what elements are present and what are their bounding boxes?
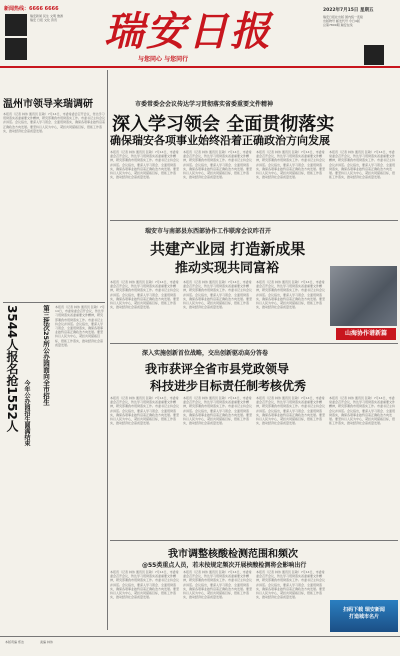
fourth-story-body-3: 本报讯（记者 林伟 通讯员 张敏）7月14日，市委常委会召开会议，传达学习贯彻落实省委重要文件精神，研究部署我市贯彻落实工作。市委书记主持会议并讲话。会议指出，要深入学习领会、全面贯彻落实，确保各项事业始终沿着正确政治方向发展。要坚持以人民为中心，紧扣共同富裕目标，狠抓工作落实，推动经济社会高质量发展。 [256, 570, 326, 600]
fourth-story-headline[interactable]: 我市调整核酸检测范围和频次 [168, 549, 298, 560]
third-story-body-4: 本报讯（记者 林伟 通讯员 张敏）7月14日，市委常委会召开会议，传达学习贯彻落实省委重要文件精神，研究部署我市贯彻落实工作。市委书记主持会议并讲话。会议指出，要深入学习领会、全面贯彻落实，确保各项事业始终沿着正确政治方向发展。要坚持以人民为中心，紧扣共同富裕目标，狠抓工作落实，推动经济社会高质量发展。 [329, 396, 396, 426]
masthead-slogan: 与您同心 与您同行 [138, 56, 189, 63]
third-story-body-2: 本报讯（记者 林伟 通讯员 张敏）7月14日，市委常委会召开会议，传达学习贯彻落实省委重要文件精神，研究部署我市贯彻落实工作。市委书记主持会议并讲话。会议指出，要深入学习领会、全面贯彻落实，确保各项事业始终沿着正确政治方向发展。要坚持以人民为中心，紧扣共同富裕目标，狠抓工作落实，推动经济社会高质量发展。 [183, 396, 253, 426]
app-ad-line2: 打造城市名片 [348, 614, 379, 620]
left-article-body: 本报讯（记者 林伟 通讯员 张敏）7月14日，市委常委会召开会议，传达学习贯彻落实省委重要文件精神，研究部署我市贯彻落实工作。市委书记主持会议并讲话。会议指出，要深入学习领会、全面贯彻落实，确保各项事业始终沿着正确政治方向发展。要坚持以人民为中心，紧扣共同富裕目标，狠抓工作落实，推动经济社会高质量发展。 [3, 112, 105, 133]
footer-rule [0, 636, 400, 637]
second-story-headline-1[interactable]: 共建产业园 打造新成果 [150, 240, 306, 258]
third-story-headline-1[interactable]: 我市获评全省市县党政领导 [145, 362, 290, 376]
second-story-kicker: 瑞安市与南部县东西部协作工作联席会议昨召开 [145, 228, 272, 235]
qr-code-left-2[interactable] [5, 38, 27, 60]
top-story-headline[interactable]: 深入学习领会 全面贯彻落实 [112, 114, 335, 135]
app-ad-line1: 扫码下载 瑞安新闻 [343, 607, 385, 613]
masthead-info: 瑞安日报社出版 国内统一连续出版物号 邮发代号 今日4版 总第7809期 瑞安在线 [323, 15, 363, 27]
third-story-divider [110, 540, 398, 541]
hotline: 新闻热线：6666 6666 [4, 6, 59, 12]
top-story-body-3: 本报讯（记者 林伟 通讯员 张敏）7月14日，市委常委会召开会议，传达学习贯彻落实省委重要文件精神，研究部署我市贯彻落实工作。市委书记主持会议并讲话。会议指出，要深入学习领会、全面贯彻落实，确保各项事业始终沿着正确政治方向发展。要坚持以人民为中心，紧扣共同富裕目标，狠抓工作落实，推动经济社会高质量发展。 [256, 150, 326, 180]
masthead-title: 瑞安日报 [104, 8, 272, 55]
second-story-divider [110, 343, 398, 344]
fourth-story-body-1: 本报讯（记者 林伟 通讯员 张敏）7月14日，市委常委会召开会议，传达学习贯彻落实省委重要文件精神，研究部署我市贯彻落实工作。市委书记主持会议并讲话。会议指出，要深入学习领会、全面贯彻落实，确保各项事业始终沿着正确政治方向发展。要坚持以人民为中心，紧扣共同富裕目标，狠抓工作落实，推动经济社会高质量发展。 [110, 570, 180, 600]
qr-code-right[interactable] [364, 45, 384, 65]
second-story-banner: 山海协作谱新篇 [336, 328, 396, 340]
third-story-headline-2[interactable]: 科技进步目标责任制考核优秀 [150, 379, 307, 393]
footer-right: 美编 林伟 [40, 640, 53, 644]
second-story-photo[interactable] [330, 266, 397, 326]
masthead-date: 2022年7月15日 星期五 [323, 8, 374, 13]
fourth-story-body-2: 本报讯（记者 林伟 通讯员 张敏）7月14日，市委常委会召开会议，传达学习贯彻落实省委重要文件精神，研究部署我市贯彻落实工作。市委书记主持会议并讲话。会议指出，要深入学习领会、全面贯彻落实，确保各项事业始终沿着正确政治方向发展。要坚持以人民为中心，紧扣共同富裕目标，狠抓工作落实，推动经济社会高质量发展。 [183, 570, 253, 600]
second-story-headline-2[interactable]: 推动实现共同富裕 [175, 261, 280, 276]
top-story-divider [110, 220, 398, 221]
masthead-icon-grid: 瑞安新闻 民生 文明 旅游 瑞安 日报 文化 资讯 [30, 14, 63, 22]
second-story-body-2: 本报讯（记者 林伟 通讯员 张敏）7月14日，市委常委会召开会议，传达学习贯彻落实省委重要文件精神，研究部署我市贯彻落实工作。市委书记主持会议并讲话。会议指出，要深入学习领会、全面贯彻落实，确保各项事业始终沿着正确政治方向发展。要坚持以人民为中心，紧扣共同富裕目标，狠抓工作落实，推动经济社会高质量发展。 [183, 280, 253, 310]
top-story-body-1: 本报讯（记者 林伟 通讯员 张敏）7月14日，市委常委会召开会议，传达学习贯彻落实省委重要文件精神，研究部署我市贯彻落实工作。市委书记主持会议并讲话。会议指出，要深入学习领会、全面贯彻落实，确保各项事业始终沿着正确政治方向发展。要坚持以人民为中心，紧扣共同富裕目标，狠抓工作落实，推动经济社会高质量发展。 [110, 150, 180, 180]
qr-code-left[interactable] [5, 14, 27, 36]
top-story-body-2: 本报讯（记者 林伟 通讯员 张敏）7月14日，市委常委会召开会议，传达学习贯彻落实省委重要文件精神，研究部署我市贯彻落实工作。市委书记主持会议并讲话。会议指出，要深入学习领会、全面贯彻落实，确保各项事业始终沿着正确政治方向发展。要坚持以人民为中心，紧扣共同富裕目标，狠抓工作落实，推动经济社会高质量发展。 [183, 150, 253, 180]
app-ad[interactable] [330, 600, 398, 632]
second-story-body-3: 本报讯（记者 林伟 通讯员 张敏）7月14日，市委常委会召开会议，传达学习贯彻落实省委重要文件精神，研究部署我市贯彻落实工作。市委书记主持会议并讲话。会议指出，要深入学习领会、全面贯彻落实，确保各项事业始终沿着正确政治方向发展。要坚持以人民为中心，紧扣共同富裕目标，狠抓工作落实，推动经济社会高质量发展。 [256, 280, 326, 310]
third-story-body-3: 本报讯（记者 林伟 通讯员 张敏）7月14日，市委常委会召开会议，传达学习贯彻落实省委重要文件精神，研究部署我市贯彻落实工作。市委书记主持会议并讲话。会议指出，要深入学习领会、全面贯彻落实，确保各项事业始终沿着正确政治方向发展。要坚持以人民为中心，紧扣共同富裕目标，狠抓工作落实，推动经济社会高质量发展。 [256, 396, 326, 426]
second-story-body-1: 本报讯（记者 林伟 通讯员 张敏）7月14日，市委常委会召开会议，传达学习贯彻落实省委重要文件精神，研究部署我市贯彻落实工作。市委书记主持会议并讲话。会议指出，要深入学习领会、全面贯彻落实，确保各项事业始终沿着正确政治方向发展。要坚持以人民为中心，紧扣共同富裕目标，狠抓工作落实，推动经济社会高质量发展。 [110, 280, 180, 310]
column-divider [107, 70, 108, 630]
masthead-rule [0, 66, 400, 68]
top-story-body-4: 本报讯（记者 林伟 通讯员 张敏）7月14日，市委常委会召开会议，传达学习贯彻落实省委重要文件精神，研究部署我市贯彻落实工作。市委书记主持会议并讲话。会议指出，要深入学习领会、全面贯彻落实，确保各项事业始终沿着正确政治方向发展。要坚持以人民为中心，紧扣共同富裕目标，狠抓工作落实，推动经济社会高质量发展。 [329, 150, 396, 180]
left-divider [3, 302, 105, 303]
left-vertical-line1: 第三批次25所公办园面向全市招生 [42, 305, 50, 406]
left-vertical-line3: 今年公办园招生圆满结束 [23, 380, 30, 446]
top-story-subhead: 确保瑞安各项事业始终沿着正确政治方向发展 [110, 134, 330, 147]
footer-left: 本版责编 郑洁 [5, 640, 24, 644]
left-headline[interactable]: 温州市领导来瑞调研 [3, 99, 93, 110]
left-vertical-headline[interactable]: 3544人报名抢1552人 [5, 305, 19, 432]
third-story-kicker: 深入实施创新首位战略，交出创新驱动高分答卷 [142, 350, 269, 357]
third-story-body-1: 本报讯（记者 林伟 通讯员 张敏）7月14日，市委常委会召开会议，传达学习贯彻落实省委重要文件精神，研究部署我市贯彻落实工作。市委书记主持会议并讲话。会议指出，要深入学习领会、全面贯彻落实，确保各项事业始终沿着正确政治方向发展。要坚持以人民为中心，紧扣共同富裕目标，狠抓工作落实，推动经济社会高质量发展。 [110, 396, 180, 426]
fourth-story-subhead: @55类重点人员，若未按规定频次开展核酸检测将会影响出行 [142, 562, 307, 569]
left-article-body-2: 本报讯（记者 林伟 通讯员 张敏）7月14日，市委常委会召开会议，传达学习贯彻落实省委重要文件精神，研究部署我市贯彻落实工作。市委书记主持会议并讲话。会议指出，要深入学习领会、全面贯彻落实，确保各项事业始终沿着正确政治方向发展。要坚持以人民为中心，紧扣共同富裕目标，狠抓工作落实，推动经济社会高质量发展。 [55, 305, 105, 347]
top-story-kicker: 市委常委会会议传达学习贯彻落实省委重要文件精神 [135, 101, 274, 108]
